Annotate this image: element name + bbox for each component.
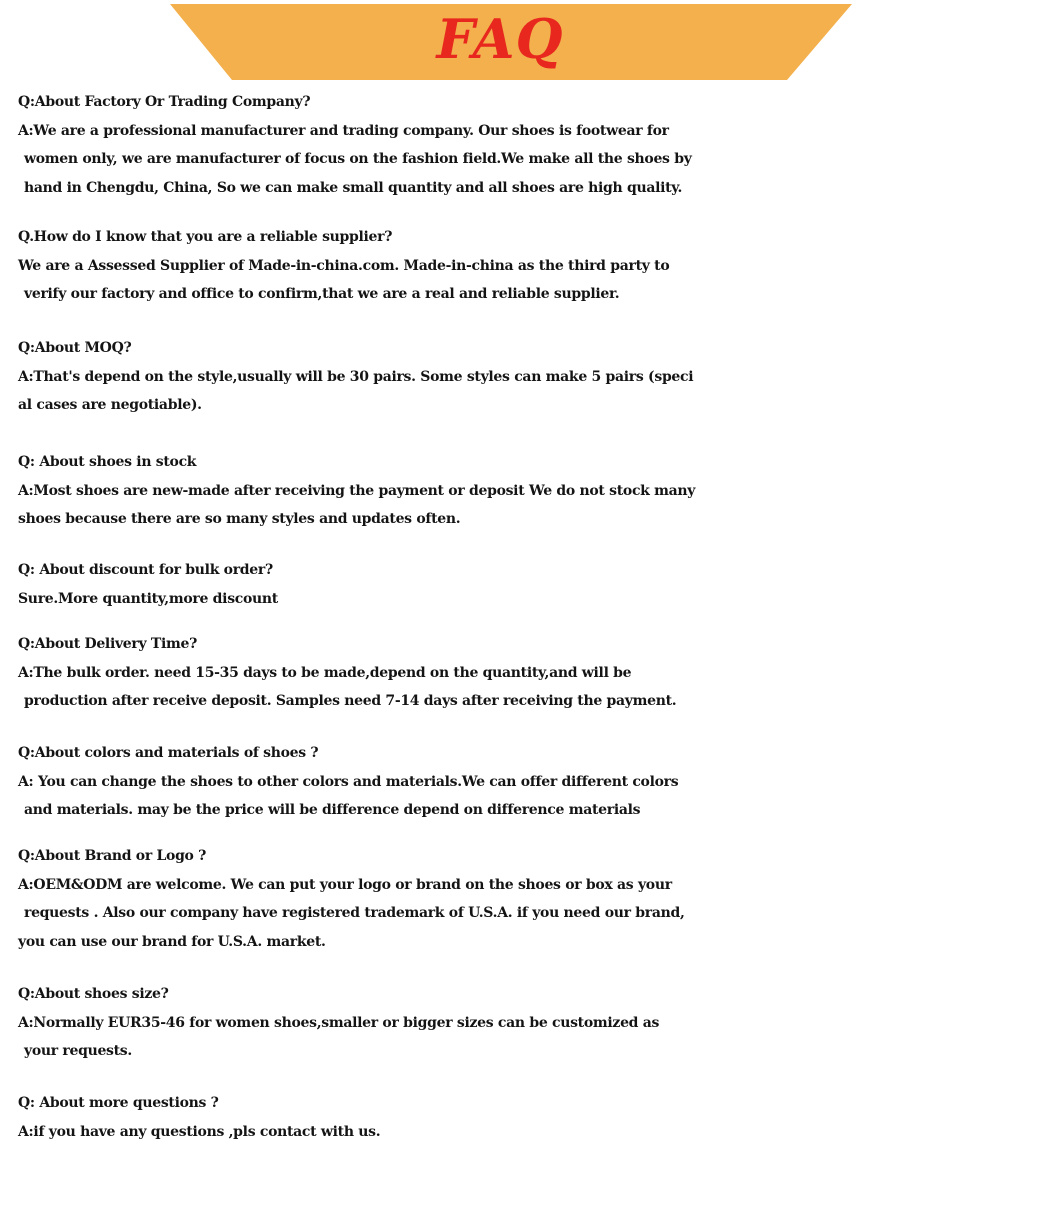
faq-answer-line: A:Normally EUR35-46 for women shoes,smaller or bigger sizes can be customized as: [18, 1014, 660, 1031]
faq-answer: [18, 768, 1058, 825]
faq-answer: [18, 871, 1058, 957]
faq-answer-line: al cases are negotiable).: [18, 397, 202, 414]
faq-question: Q:About Brand or Logo ?: [18, 848, 207, 864]
faq-banner: [0, 0, 1060, 82]
faq-answer-line: women only, we are manufacturer of focus on the fashion field.We make all the shoes by: [24, 151, 692, 168]
faq-item-colors-materials: [18, 739, 1058, 825]
faq-answer: [18, 1118, 1058, 1147]
faq-item-moq: [18, 334, 1058, 420]
faq-answer-line: A:OEM&ODM are welcome. We can put your logo or brand on the shoes or box as your: [18, 876, 672, 893]
faq-answer-line: A:That's depend on the style,usually will be 30 pairs. Some styles can make 5 pairs (speci: [18, 368, 694, 385]
faq-item-brand-logo: [18, 842, 1058, 956]
faq-answer-line: Sure.More quantity,more discount: [18, 590, 278, 607]
faq-answer-line: We are a Assessed Supplier of Made-in-china.com. Made-in-china as the third party to: [18, 257, 670, 274]
faq-question: Q:About MOQ?: [18, 340, 132, 356]
faq-answer-line: verify our factory and office to confirm,that we are a real and reliable supplier.: [24, 286, 620, 303]
faq-answer-line: you can use our brand for U.S.A. market.: [18, 933, 326, 950]
faq-question: Q:About colors and materials of shoes ?: [18, 745, 319, 761]
faq-answer-line: production after receive deposit. Samples need 7-14 days after receiving the payment.: [24, 693, 677, 710]
faq-question: Q:About Factory Or Trading Company?: [18, 94, 311, 110]
faq-answer: [18, 252, 1058, 309]
faq-item-discount: [18, 556, 1058, 613]
faq-answer-line: A:Most shoes are new-made after receiving the payment or deposit We do not stock many: [18, 482, 696, 499]
faq-item-delivery: [18, 630, 1058, 716]
faq-question: Q: About shoes in stock: [18, 454, 197, 470]
faq-answer: [18, 659, 1058, 716]
faq-answer-line: A:We are a professional manufacturer and trading company. Our shoes is footwear for: [18, 122, 669, 139]
faq-answer-line: A:if you have any questions ,pls contact with us.: [18, 1123, 381, 1140]
faq-item-stock: [18, 448, 1058, 534]
faq-question: Q.How do I know that you are a reliable supplier?: [18, 229, 393, 245]
faq-answer: [18, 363, 1058, 420]
faq-answer-line: hand in Chengdu, China, So we can make small quantity and all shoes are high quality.: [24, 179, 683, 196]
faq-answer: [18, 585, 1058, 614]
page-title: FAQ: [436, 7, 564, 71]
faq-answer-line: your requests.: [24, 1043, 132, 1060]
faq-item-more-questions: [18, 1089, 1058, 1146]
faq-item-reliable-supplier: [18, 223, 1058, 309]
faq-answer: [18, 477, 1058, 534]
faq-answer-line: A: You can change the shoes to other colors and materials.We can offer different colors: [18, 773, 679, 790]
faq-question: Q:About Delivery Time?: [18, 636, 198, 652]
faq-item-size: [18, 980, 1058, 1066]
faq-answer-line: A:The bulk order. need 15-35 days to be made,depend on the quantity,and will be: [18, 664, 632, 681]
faq-answer-line: shoes because there are so many styles and updates often.: [18, 511, 461, 528]
faq-answer: [18, 117, 1058, 203]
faq-answer: [18, 1009, 1058, 1066]
faq-question: Q: About more questions ?: [18, 1095, 219, 1111]
faq-answer-line: and materials. may be the price will be difference depend on difference materials: [24, 802, 641, 819]
faq-question: Q:About shoes size?: [18, 986, 169, 1002]
faq-answer-line: requests . Also our company have registered trademark of U.S.A. if you need our brand,: [24, 905, 685, 922]
faq-question: Q: About discount for bulk order?: [18, 562, 273, 578]
faq-item-factory: [18, 88, 1058, 202]
